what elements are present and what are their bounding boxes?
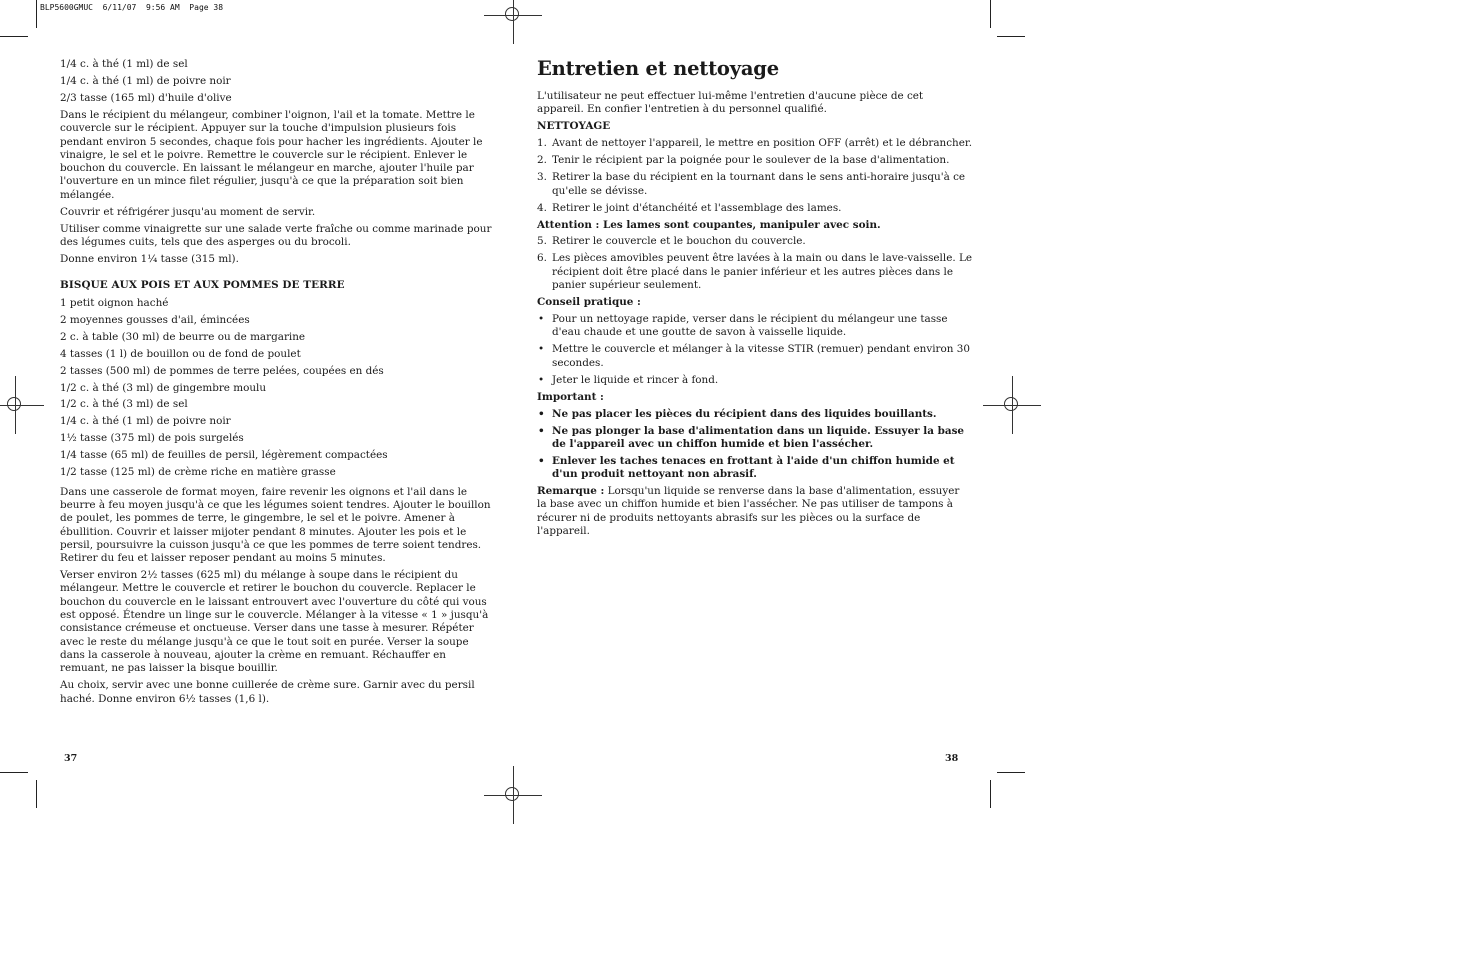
ingredient-line: 1/2 c. à thé (3 ml) de gingembre moulu [60, 381, 267, 394]
recipe-paragraph: Au choix, servir avec une bonne cuillerée de crème sure. Garnir avec du persil haché. Donne environ 6½ tasses (1,6 l). [60, 679, 475, 705]
list-item [537, 455, 972, 482]
ingredient-line: 2/3 tasse (165 ml) d'huile d'olive [60, 91, 232, 104]
ingredient-line: 1/2 tasse (125 ml) de crème riche en matière grasse [60, 466, 336, 479]
note-text: Lorsqu'un liquide se renverse dans la base d'alimentation, essuyer la base avec un chiffon humide et bien l'assécher. Ne pas utiliser de tampons à récurer ni de produits nettoyants abrasifs sur les pièces ou la surface de l'appareil. [537, 485, 960, 537]
list-item [537, 374, 972, 387]
step-number: 1. [537, 137, 547, 150]
tip-list [537, 313, 972, 387]
important-text: Ne pas placer les pièces du récipient dans des liquides bouillants. [552, 407, 937, 420]
note-paragraph [537, 485, 972, 538]
recipe-title: BISQUE AUX POIS ET AUX POMMES DE TERRE [60, 279, 345, 292]
crop-mark [0, 36, 28, 37]
crop-mark [990, 780, 991, 808]
ingredient-line: 1/2 c. à thé (3 ml) de sel [60, 398, 188, 411]
page-number-left: 37 [64, 753, 78, 764]
important-text: Ne pas plonger la base d'alimentation dans un liquide. Essuyer la base de l'appareil avec un chiffon humide et bien l'assécher. [552, 424, 965, 450]
crop-mark [36, 0, 37, 28]
tip-text: Jeter le liquide et rincer à fond. [552, 373, 719, 386]
important-heading: Important : [537, 390, 604, 403]
step-text: Retirer la base du récipient en la tournant dans le sens anti-horaire jusqu'à ce qu'elle se dévisse. [552, 171, 966, 197]
ingredient-line: 1/4 c. à thé (1 ml) de poivre noir [60, 415, 231, 428]
page-number-right: 38 [945, 753, 959, 764]
bullet-icon: • [538, 343, 545, 356]
ingredient-line: 1/4 c. à thé (1 ml) de poivre noir [60, 74, 231, 87]
step-number: 6. [537, 252, 547, 265]
ingredient-line: 1 petit oignon haché [60, 296, 169, 309]
crop-mark [990, 0, 991, 28]
registration-mark-top [484, 0, 542, 44]
cleaning-steps-continued [537, 235, 972, 292]
attention-warning: Attention : Les lames sont coupantes, manipuler avec soin. [537, 218, 881, 231]
step-text: Avant de nettoyer l'appareil, le mettre en position OFF (arrêt) et le débrancher. [552, 137, 973, 150]
registration-mark-left [0, 376, 44, 434]
tip-text: Mettre le couvercle et mélanger à la vitesse STIR (remuer) pendant environ 30 secondes. [552, 343, 970, 369]
ingredient-line: 1/4 tasse (65 ml) de feuilles de persil, légèrement compactées [60, 449, 388, 462]
bullet-icon: • [538, 313, 545, 326]
crop-mark [36, 780, 37, 808]
registration-mark-right [983, 376, 1041, 434]
step-number: 3. [537, 171, 547, 184]
bullet-icon: • [538, 373, 545, 386]
ingredient-line: 4 tasses (1 l) de bouillon ou de fond de poulet [60, 347, 301, 360]
cleaning-steps [537, 137, 972, 215]
cleaning-step [537, 235, 972, 248]
registration-mark-bottom [484, 766, 542, 824]
recipe-paragraph: Couvrir et réfrigérer jusqu'au moment de servir. [60, 205, 316, 218]
tip-heading: Conseil pratique : [537, 296, 641, 309]
step-text: Les pièces amovibles peuvent être lavées à la main ou dans le lave-vaisselle. Le récipient doit être placé dans le panier inférieur et les autres pièces dans le panier supérieur seulement. [552, 252, 972, 292]
recipe-paragraph: Dans une casserole de format moyen, faire revenir les oignons et l'ail dans le beurre à feu moyen jusqu'à ce que les légumes soient tendres. Ajouter le bouillon de poulet, les pommes de terre, le gingembre, le sel et le poivre. Amener à ébullition. Couvrir et laisser mijoter pendant 8 minutes. Ajouter les pois et le persil, poursuivre la cuisson jusqu'à ce que les pommes de terre soient tendres. Retirer du feu et laisser reposer pendant au moins 5 minutes. [60, 485, 491, 565]
recipe-paragraph: Utiliser comme vinaigrette sur une salade verte fraîche ou comme marinade pour des légumes cuits, tels que des asperges ou du brocoli. [60, 222, 492, 248]
crop-mark [0, 772, 28, 773]
recipe-paragraph: Dans le récipient du mélangeur, combiner l'oignon, l'ail et la tomate. Mettre le couvercle sur le récipient. Appuyer sur la touche d'impulsion plusieurs fois pendant environ 5 secondes, chaque fois pour hacher les ingrédients. Ajouter le vinaigre, le sel et le poivre. Remettre le couvercle sur le récipient. Enlever le bouchon du couvercle. En laissant le mélangeur en marche, ajouter l'huile par l'ouverture en un mince filet régulier, jusqu'à ce que la préparation soit bien mélangée. [60, 108, 483, 201]
list-item [537, 408, 972, 421]
cleaning-heading: NETTOYAGE [537, 120, 611, 133]
list-item [537, 343, 972, 370]
recipe-paragraph: Verser environ 2½ tasses (625 ml) du mélange à soupe dans le récipient du mélangeur. Mettre le couvercle et retirer le bouchon du couvercle. Replacer le bouchon du couvercle en le laissant entrouvert avec l'ouverture du côté qui vous est opposé. Étendre un linge sur le couvercle. Mélanger à la vitesse « 1 » jusqu'à consistance crémeuse et onctueuse. Verser dans une tasse à mesurer. Répéter avec le reste du mélange jusqu'à ce que le tout soit en purée. Verser la soupe dans la casserole à nouveau, ajouter la crème en remuant. Réchauffer en remuant, ne pas laisser la bisque bouillir. [60, 569, 489, 675]
step-number: 4. [537, 201, 547, 214]
print-slug: BLP5600GMUC 6/11/07 9:56 AM Page 38 [40, 3, 224, 12]
list-item [537, 425, 972, 452]
bullet-icon: • [538, 454, 545, 467]
bullet-icon: • [538, 424, 545, 437]
right-page-column [537, 58, 972, 542]
list-item [537, 313, 972, 340]
ingredient-line: 2 tasses (500 ml) de pommes de terre pelées, coupées en dés [60, 364, 384, 377]
cleaning-step [537, 171, 972, 198]
left-page-column [60, 58, 495, 710]
step-text: Retirer le joint d'étanchéité et l'assemblage des lames. [552, 201, 842, 214]
tip-text: Pour un nettoyage rapide, verser dans le récipient du mélangeur une tasse d'eau chaude et une goutte de savon à vaisselle liquide. [552, 313, 948, 339]
step-number: 2. [537, 154, 547, 167]
bullet-icon: • [538, 407, 545, 420]
page-title: Entretien et nettoyage [537, 57, 779, 80]
cleaning-step [537, 202, 972, 215]
ingredient-line: 1/4 c. à thé (1 ml) de sel [60, 58, 188, 70]
recipe-yield: Donne environ 1¼ tasse (315 ml). [60, 252, 239, 265]
ingredient-line: 2 moyennes gousses d'ail, émincées [60, 313, 250, 326]
step-number: 5. [537, 235, 547, 248]
important-text: Enlever les taches tenaces en frottant à l'aide d'un chiffon humide et d'un produit nettoyant non abrasif. [552, 454, 955, 481]
cleaning-step [537, 252, 972, 292]
crop-mark [997, 772, 1025, 773]
ingredient-line: 1½ tasse (375 ml) de pois surgelés [60, 432, 244, 445]
important-list [537, 408, 972, 482]
step-text: Tenir le récipient par la poignée pour le soulever de la base d'alimentation. [552, 154, 950, 167]
cleaning-step [537, 137, 972, 150]
note-label: Remarque : [537, 485, 605, 498]
ingredient-line: 2 c. à table (30 ml) de beurre ou de margarine [60, 330, 306, 343]
crop-mark [997, 36, 1025, 37]
step-text: Retirer le couvercle et le bouchon du couvercle. [552, 235, 806, 248]
intro-paragraph: L'utilisateur ne peut effectuer lui-même l'entretien d'aucune pièce de cet appareil. En confier l'entretien à du personnel qualifié. [537, 90, 924, 116]
cleaning-step [537, 154, 972, 167]
